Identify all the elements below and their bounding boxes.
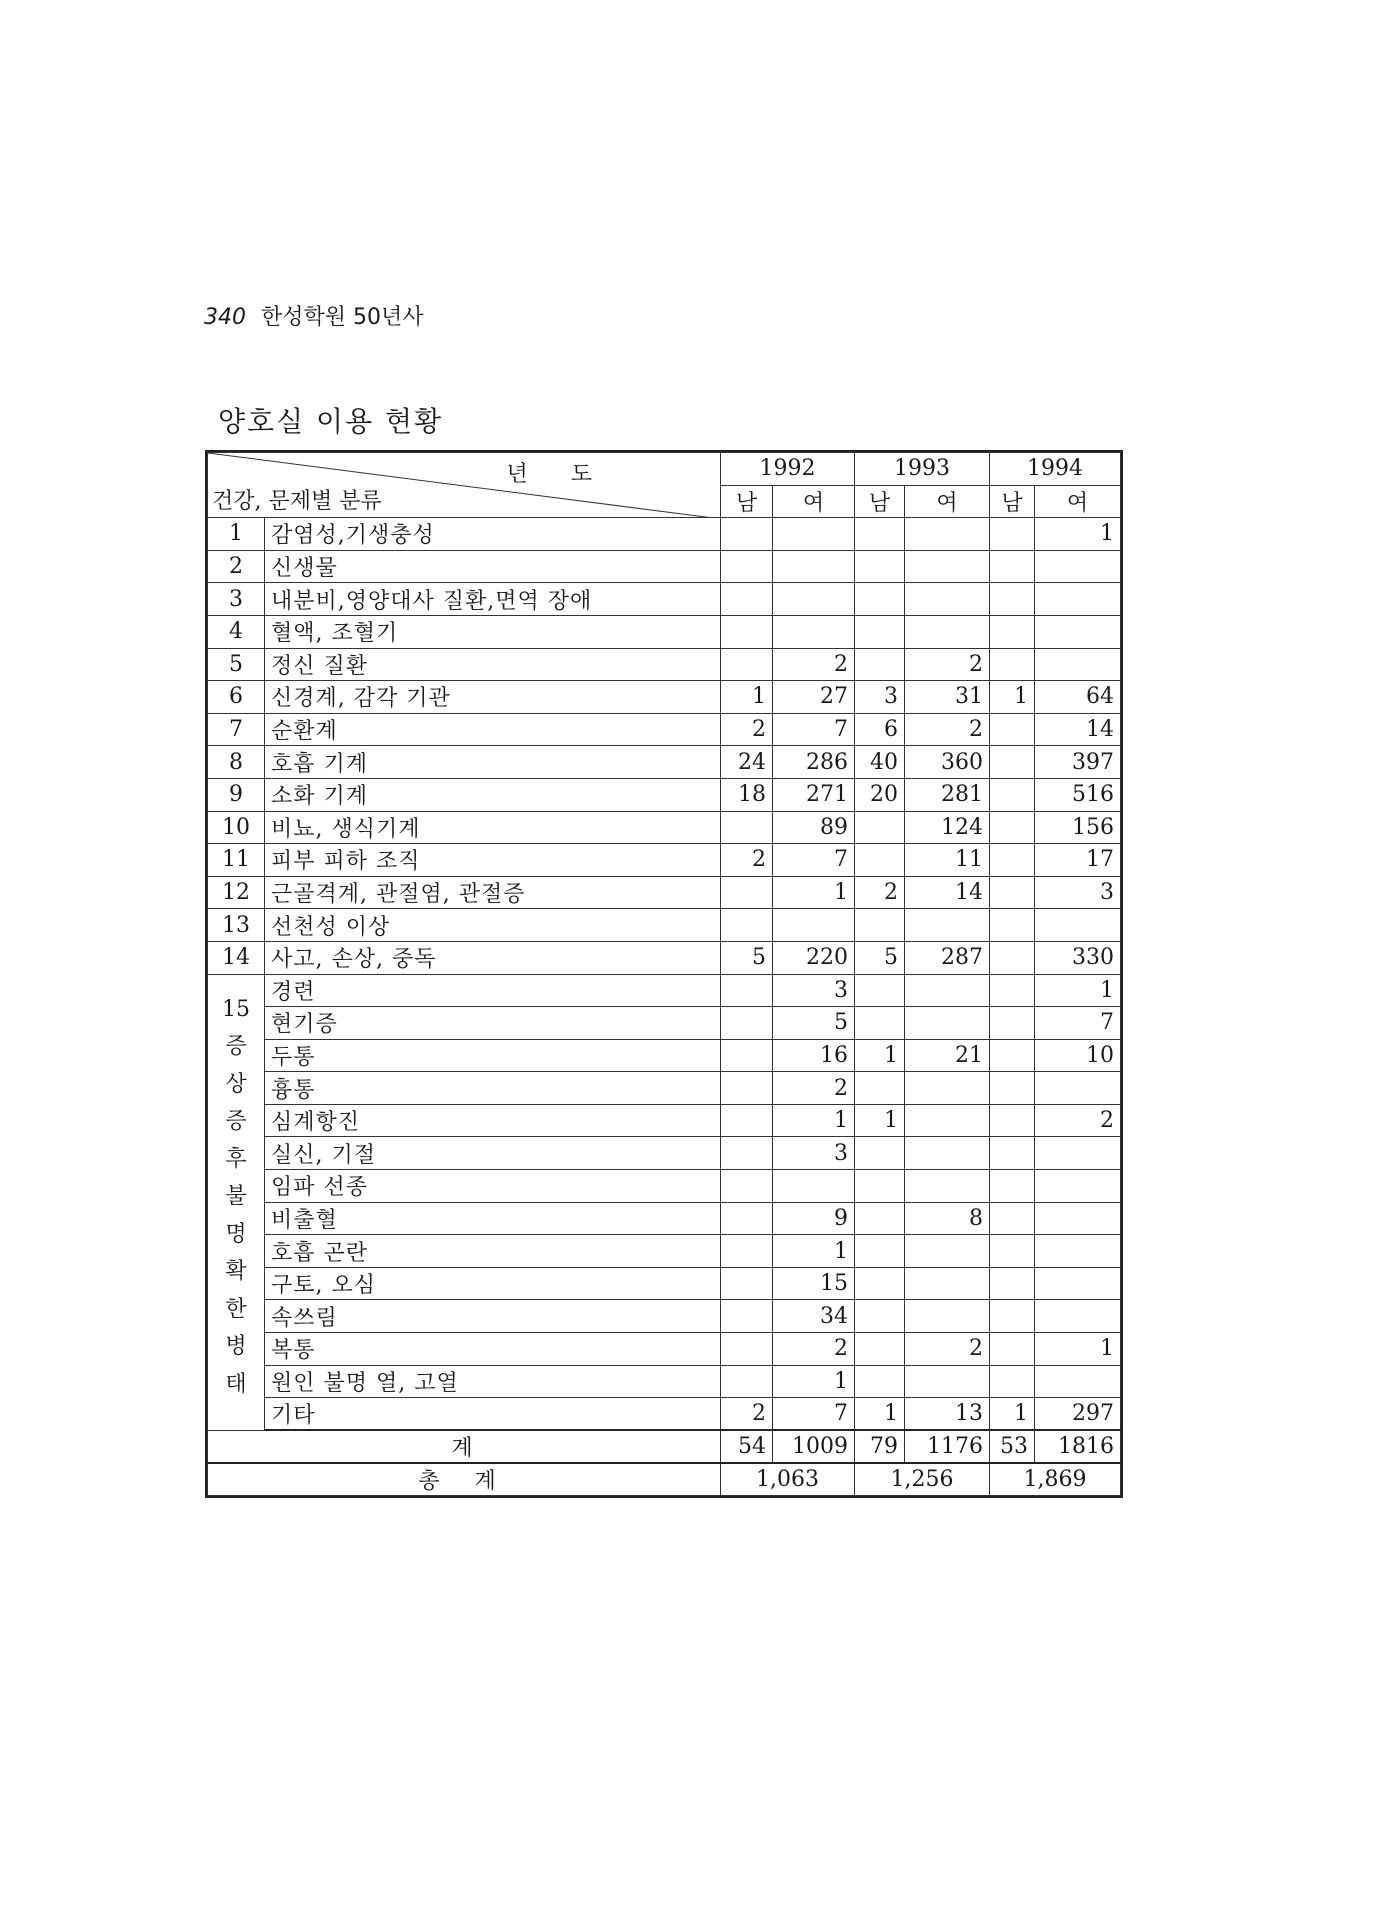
table-row [208, 1072, 1121, 1105]
value-cell [721, 615, 773, 648]
value-cell: 1 [773, 876, 855, 909]
value-cell [990, 648, 1035, 681]
value-cell [855, 1235, 905, 1268]
value-cell [721, 1072, 773, 1105]
year-1994: 1994 [990, 453, 1121, 486]
symptom-label: 흉통 [265, 1072, 721, 1105]
value-cell [1035, 615, 1121, 648]
value-cell [855, 1170, 905, 1203]
value-cell [990, 844, 1035, 877]
row-number: 12 [208, 876, 265, 909]
value-cell: 9 [773, 1202, 855, 1235]
value-cell: 27 [773, 681, 855, 714]
value-cell: 24 [721, 746, 773, 779]
value-cell [721, 974, 773, 1007]
value-cell [773, 518, 855, 551]
table-row [208, 811, 1121, 844]
value-cell [1035, 1235, 1121, 1268]
group15-label-char: 태 [225, 1371, 247, 1397]
value-cell: 7 [773, 1398, 855, 1431]
value-cell [990, 1104, 1035, 1137]
value-cell: 3 [855, 681, 905, 714]
category-label: 정신 질환 [265, 648, 721, 681]
value-cell: 1 [1035, 974, 1121, 1007]
page-number: 340 [204, 305, 246, 330]
subtotal-row [208, 1430, 1121, 1463]
value-cell: 3 [773, 974, 855, 1007]
value-cell: 6 [855, 713, 905, 746]
table-row [208, 681, 1121, 714]
corner-year-label: 년 도 [506, 462, 610, 487]
value-cell: 3 [1035, 876, 1121, 909]
value-cell [990, 1039, 1035, 1072]
table-row [208, 1365, 1121, 1398]
category-label: 감염성,기생충성 [265, 518, 721, 551]
value-cell: 31 [905, 681, 990, 714]
value-cell: 1 [1035, 518, 1121, 551]
symptom-label: 기타 [265, 1398, 721, 1431]
value-cell [990, 778, 1035, 811]
value-cell [905, 974, 990, 1007]
subtotal-value: 53 [990, 1430, 1035, 1463]
group15-number: 15 [222, 996, 250, 1022]
symptom-label: 두통 [265, 1039, 721, 1072]
value-cell [721, 1333, 773, 1366]
value-cell [855, 974, 905, 1007]
table-row [208, 844, 1121, 877]
value-cell: 8 [905, 1202, 990, 1235]
value-cell [990, 615, 1035, 648]
value-cell [1035, 1202, 1121, 1235]
value-cell: 2 [905, 713, 990, 746]
total-value: 1,063 [721, 1463, 855, 1496]
table-row [208, 1333, 1121, 1366]
female-1993: 여 [905, 485, 990, 518]
value-cell [721, 1300, 773, 1333]
table-row [208, 648, 1121, 681]
male-1992: 남 [721, 485, 773, 518]
row-number: 6 [208, 681, 265, 714]
value-cell: 5 [855, 941, 905, 974]
value-cell [1035, 1170, 1121, 1203]
value-cell: 297 [1035, 1398, 1121, 1431]
health-room-usage-table [207, 452, 1121, 1496]
value-cell: 16 [773, 1039, 855, 1072]
total-value: 1,869 [990, 1463, 1121, 1496]
value-cell: 5 [721, 941, 773, 974]
value-cell [773, 550, 855, 583]
value-cell: 2 [773, 1072, 855, 1105]
value-cell [990, 1300, 1035, 1333]
table-row [208, 1398, 1121, 1431]
row-number: 11 [208, 844, 265, 877]
total-value: 1,256 [855, 1463, 990, 1496]
value-cell [773, 909, 855, 942]
value-cell: 13 [905, 1398, 990, 1431]
value-cell [990, 974, 1035, 1007]
value-cell: 2 [773, 648, 855, 681]
value-cell [990, 1202, 1035, 1235]
value-cell [721, 909, 773, 942]
value-cell [1035, 648, 1121, 681]
subtotal-value: 79 [855, 1430, 905, 1463]
group15-label-char: 상 [225, 1071, 247, 1097]
table-row [208, 1007, 1121, 1040]
value-cell [1035, 550, 1121, 583]
value-cell: 17 [1035, 844, 1121, 877]
group15-label-char: 확 [225, 1259, 247, 1285]
symptom-label: 경련 [265, 974, 721, 1007]
value-cell [990, 1267, 1035, 1300]
symptom-label: 비출혈 [265, 1202, 721, 1235]
value-cell [990, 746, 1035, 779]
value-cell: 281 [905, 778, 990, 811]
subtotal-value: 1176 [905, 1430, 990, 1463]
value-cell: 14 [905, 876, 990, 909]
book-title: 한성학원 50년사 [261, 305, 424, 330]
value-cell [855, 1007, 905, 1040]
value-cell [990, 1170, 1035, 1203]
table-row [208, 974, 1121, 1007]
value-cell [721, 1137, 773, 1170]
value-cell: 516 [1035, 778, 1121, 811]
row-number: 14 [208, 941, 265, 974]
table-row [208, 583, 1121, 616]
table-row [208, 518, 1121, 551]
table-row [208, 615, 1121, 648]
value-cell: 2 [773, 1333, 855, 1366]
value-cell: 271 [773, 778, 855, 811]
table-row [208, 1170, 1121, 1203]
value-cell [905, 1072, 990, 1105]
value-cell [1035, 1365, 1121, 1398]
value-cell [905, 583, 990, 616]
value-cell: 397 [1035, 746, 1121, 779]
header-row-years [208, 453, 1121, 486]
value-cell [721, 1104, 773, 1137]
symptom-label: 호흡 곤란 [265, 1235, 721, 1268]
value-cell [855, 811, 905, 844]
value-cell: 1 [773, 1235, 855, 1268]
value-cell [1035, 1137, 1121, 1170]
table-row [208, 1267, 1121, 1300]
value-cell [855, 1267, 905, 1300]
table-title: 양호실 이용 현황 [218, 405, 444, 438]
category-label: 내분비,영양대사 질환,면역 장애 [265, 583, 721, 616]
value-cell [721, 518, 773, 551]
value-cell [905, 1235, 990, 1268]
category-label: 호흡 기계 [265, 746, 721, 779]
value-cell [1035, 909, 1121, 942]
value-cell: 1 [773, 1365, 855, 1398]
value-cell: 7 [1035, 1007, 1121, 1040]
value-cell: 2 [905, 1333, 990, 1366]
value-cell [855, 1072, 905, 1105]
group15-label-char: 불 [225, 1184, 247, 1210]
value-cell [905, 615, 990, 648]
value-cell [1035, 1267, 1121, 1300]
value-cell [721, 1170, 773, 1203]
table-row [208, 1039, 1121, 1072]
year-1993: 1993 [855, 453, 990, 486]
category-label: 소화 기계 [265, 778, 721, 811]
value-cell: 40 [855, 746, 905, 779]
value-cell [905, 1365, 990, 1398]
row-number: 10 [208, 811, 265, 844]
value-cell: 1 [990, 681, 1035, 714]
value-cell [905, 1104, 990, 1137]
symptom-label: 원인 불명 열, 고열 [265, 1365, 721, 1398]
value-cell: 156 [1035, 811, 1121, 844]
value-cell: 2 [905, 648, 990, 681]
subtotal-value: 1009 [773, 1430, 855, 1463]
group15-label-char: 명 [225, 1221, 247, 1247]
value-cell: 1 [1035, 1333, 1121, 1366]
value-cell [855, 1137, 905, 1170]
symptom-label: 심계항진 [265, 1104, 721, 1137]
value-cell [990, 583, 1035, 616]
symptom-label: 실신, 기절 [265, 1137, 721, 1170]
value-cell [855, 583, 905, 616]
value-cell: 34 [773, 1300, 855, 1333]
year-1992: 1992 [721, 453, 855, 486]
value-cell: 1 [855, 1398, 905, 1431]
table-row [208, 1300, 1121, 1333]
value-cell [990, 550, 1035, 583]
row-number: 13 [208, 909, 265, 942]
value-cell: 10 [1035, 1039, 1121, 1072]
table-row [208, 778, 1121, 811]
category-label: 순환계 [265, 713, 721, 746]
table-row [208, 713, 1121, 746]
category-label: 피부 피하 조직 [265, 844, 721, 877]
value-cell: 2 [721, 1398, 773, 1431]
value-cell [990, 941, 1035, 974]
total-row [208, 1463, 1121, 1496]
female-1992: 여 [773, 485, 855, 518]
value-cell [773, 583, 855, 616]
subtotal-label: 계 [208, 1430, 721, 1463]
value-cell: 18 [721, 778, 773, 811]
category-label: 비뇨, 생식기계 [265, 811, 721, 844]
value-cell: 330 [1035, 941, 1121, 974]
group15-label-char: 병 [225, 1334, 247, 1360]
value-cell [721, 1202, 773, 1235]
value-cell [990, 1137, 1035, 1170]
table-row [208, 1202, 1121, 1235]
value-cell [721, 1235, 773, 1268]
category-label: 신생물 [265, 550, 721, 583]
value-cell: 64 [1035, 681, 1121, 714]
value-cell: 1 [721, 681, 773, 714]
value-cell: 1 [990, 1398, 1035, 1431]
value-cell [990, 1072, 1035, 1105]
value-cell: 220 [773, 941, 855, 974]
row-number: 1 [208, 518, 265, 551]
symptom-label: 구토, 오심 [265, 1267, 721, 1300]
value-cell [773, 615, 855, 648]
category-label: 혈액, 조혈기 [265, 615, 721, 648]
value-cell: 7 [773, 844, 855, 877]
value-cell [1035, 1300, 1121, 1333]
value-cell [855, 615, 905, 648]
row-number: 9 [208, 778, 265, 811]
value-cell: 124 [905, 811, 990, 844]
value-cell [990, 1007, 1035, 1040]
value-cell [773, 1170, 855, 1203]
value-cell [905, 1007, 990, 1040]
value-cell [855, 1300, 905, 1333]
category-label: 신경계, 감각 기관 [265, 681, 721, 714]
value-cell [905, 518, 990, 551]
table-row [208, 876, 1121, 909]
row-number: 4 [208, 615, 265, 648]
header-corner [208, 453, 721, 518]
value-cell: 5 [773, 1007, 855, 1040]
value-cell: 3 [773, 1137, 855, 1170]
symptom-label: 현기증 [265, 1007, 721, 1040]
table-row [208, 1104, 1121, 1137]
value-cell [855, 844, 905, 877]
value-cell [990, 876, 1035, 909]
group15-label [208, 974, 265, 1430]
value-cell [905, 550, 990, 583]
row-number: 2 [208, 550, 265, 583]
table-row [208, 1137, 1121, 1170]
value-cell [905, 1170, 990, 1203]
value-cell: 1 [855, 1039, 905, 1072]
subtotal-value: 1816 [1035, 1430, 1121, 1463]
row-number: 8 [208, 746, 265, 779]
symptom-label: 속쓰림 [265, 1300, 721, 1333]
value-cell: 20 [855, 778, 905, 811]
value-cell: 7 [773, 713, 855, 746]
value-cell: 14 [1035, 713, 1121, 746]
value-cell: 11 [905, 844, 990, 877]
value-cell: 2 [721, 713, 773, 746]
value-cell [855, 1202, 905, 1235]
value-cell: 1 [773, 1104, 855, 1137]
row-number: 3 [208, 583, 265, 616]
table-row [208, 1235, 1121, 1268]
table-row [208, 909, 1121, 942]
value-cell [905, 1300, 990, 1333]
table-row [208, 941, 1121, 974]
value-cell [721, 1007, 773, 1040]
value-cell [990, 1333, 1035, 1366]
value-cell [721, 550, 773, 583]
value-cell: 2 [1035, 1104, 1121, 1137]
value-cell [1035, 1072, 1121, 1105]
value-cell [990, 811, 1035, 844]
value-cell [905, 1267, 990, 1300]
female-1994: 여 [1035, 485, 1121, 518]
group15-label-char: 후 [225, 1146, 247, 1172]
group15-label-char: 한 [225, 1296, 247, 1322]
running-head [204, 300, 424, 331]
value-cell [721, 1039, 773, 1072]
value-cell [990, 909, 1035, 942]
category-label: 근골격계, 관절염, 관절증 [265, 876, 721, 909]
value-cell [855, 518, 905, 551]
value-cell [721, 583, 773, 616]
category-label: 선천성 이상 [265, 909, 721, 942]
value-cell [905, 1137, 990, 1170]
value-cell [721, 876, 773, 909]
table-row [208, 550, 1121, 583]
value-cell [721, 811, 773, 844]
category-label: 사고, 손상, 중독 [265, 941, 721, 974]
value-cell: 286 [773, 746, 855, 779]
value-cell [990, 1365, 1035, 1398]
value-cell [855, 648, 905, 681]
value-cell [721, 648, 773, 681]
value-cell [905, 909, 990, 942]
value-cell: 2 [721, 844, 773, 877]
value-cell: 2 [855, 876, 905, 909]
value-cell: 360 [905, 746, 990, 779]
value-cell [855, 1333, 905, 1366]
male-1993: 남 [855, 485, 905, 518]
value-cell [721, 1365, 773, 1398]
value-cell [990, 518, 1035, 551]
symptom-label: 복통 [265, 1333, 721, 1366]
table-row [208, 746, 1121, 779]
group15-label-char: 증 [225, 1034, 247, 1060]
subtotal-value: 54 [721, 1430, 773, 1463]
value-cell: 15 [773, 1267, 855, 1300]
row-number: 7 [208, 713, 265, 746]
value-cell: 21 [905, 1039, 990, 1072]
value-cell [990, 713, 1035, 746]
value-cell [990, 1235, 1035, 1268]
row-number: 5 [208, 648, 265, 681]
value-cell [721, 1267, 773, 1300]
group15-label-char: 증 [225, 1109, 247, 1135]
value-cell [855, 909, 905, 942]
male-1994: 남 [990, 485, 1035, 518]
total-label: 총 계 [208, 1463, 721, 1496]
symptom-label: 임파 선종 [265, 1170, 721, 1203]
value-cell [855, 550, 905, 583]
corner-category-label: 건강, 문제별 분류 [212, 489, 382, 515]
value-cell [1035, 583, 1121, 616]
value-cell: 1 [855, 1104, 905, 1137]
value-cell [855, 1365, 905, 1398]
value-cell: 287 [905, 941, 990, 974]
value-cell: 89 [773, 811, 855, 844]
